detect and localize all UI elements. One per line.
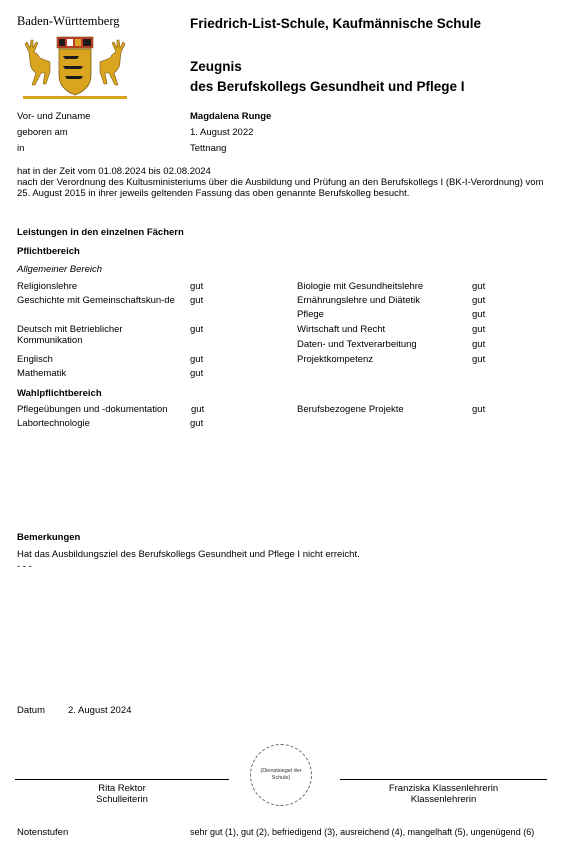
subject-name: Labortechnologie	[17, 418, 90, 429]
subject-grade: gut	[190, 324, 204, 335]
birth-place: Tettnang	[190, 143, 227, 154]
document-subtitle: des Berufskollegs Gesundheit und Pflege I	[190, 79, 465, 94]
remarks-text: Hat das Ausbildungsziel des Berufskollegs Gesundheit und Pflege I nicht erreicht.	[17, 549, 360, 560]
elective-heading: Wahlpflichtbereich	[17, 388, 102, 399]
subject-name: Ernährungslehre und Diätetik	[297, 295, 421, 306]
principal-role: Schulleiterin	[96, 794, 148, 805]
date-value: 2. August 2024	[68, 705, 132, 716]
subject-name: Mathematik	[17, 368, 67, 379]
coat-of-arms-icon	[15, 34, 135, 100]
grades-heading: Leistungen in den einzelnen Fächern	[17, 227, 184, 238]
subject-name: Wirtschaft und Recht	[297, 324, 386, 335]
official-seal	[250, 744, 312, 806]
birth-date: 1. August 2022	[190, 127, 254, 138]
subject-grade: gut	[472, 354, 486, 365]
birth-date-label: geboren am	[17, 127, 68, 138]
signature-line-left	[15, 779, 229, 780]
grade-scale: sehr gut (1), gut (2), befriedigend (3), ausreichend (4), mangelhaft (5), ungenügend (6)	[190, 827, 535, 837]
teacher-signature	[340, 783, 547, 805]
remarks-heading: Bemerkungen	[17, 532, 81, 543]
principal-signature	[15, 783, 229, 805]
subject-grade: gut	[472, 324, 486, 335]
subject-name: Biologie mit Gesundheitslehre	[297, 281, 424, 292]
subject-grade: gut	[190, 295, 204, 306]
document-title: Zeugnis	[190, 59, 242, 74]
subject-grade: gut	[190, 368, 204, 379]
general-heading: Allgemeiner Bereich	[17, 264, 103, 275]
regulation-text: nach der Verordnung des Kultusministeriums über die Ausbildung und Prüfung an den Berufskollegs I (BK-I-Verordnung) vom 25. August 2015 in ihrer jeweils geltenden Fassung das oben genannte Berufskolleg besucht.	[17, 177, 544, 199]
subject-name: Deutsch mit Betrieblicher Kommunikation	[17, 324, 123, 346]
subject-grade: gut	[191, 404, 205, 415]
subject-name: Religionslehre	[17, 281, 78, 292]
seal-text: (Dienstsiegel der Schule)	[260, 768, 302, 781]
subject-name: Geschichte mit Gemeinschaftskun-de	[17, 295, 175, 306]
subject-name: Projektkompetenz	[297, 354, 374, 365]
subject-grade: gut	[190, 418, 204, 429]
subject-name: Englisch	[17, 354, 53, 365]
subject-name: Daten- und Textverarbeitung	[297, 339, 417, 350]
subject-grade: gut	[472, 309, 486, 320]
subject-grade: gut	[472, 339, 486, 350]
signature-line-right	[340, 779, 547, 780]
subject-name: Pflege	[297, 309, 324, 320]
subject-grade: gut	[472, 281, 486, 292]
birth-place-label: in	[17, 143, 25, 154]
date-label: Datum	[17, 705, 45, 716]
teacher-name: Franziska Klassenlehrerin	[388, 783, 499, 794]
subject-grade: gut	[190, 281, 204, 292]
principal-name: Rita Rektor	[98, 783, 146, 794]
subject-name: Berufsbezogene Projekte	[297, 404, 404, 415]
teacher-role: Klassenlehrerin	[410, 794, 477, 805]
student-name: Magdalena Runge	[190, 111, 272, 122]
school-name: Friedrich-List-Schule, Kaufmännische Schule	[190, 16, 482, 31]
mandatory-heading: Pflichtbereich	[17, 246, 80, 257]
subject-name: Pflegeübungen und -dokumentation	[17, 404, 168, 415]
subject-grade: gut	[472, 404, 486, 415]
subject-grade: gut	[190, 354, 204, 365]
grade-scale-label: Notenstufen	[17, 827, 69, 838]
state-name: Baden-Württemberg	[17, 14, 120, 28]
subject-grade: gut	[472, 295, 486, 306]
remarks-dashes: - - -	[17, 561, 32, 572]
name-label: Vor- und Zuname	[17, 111, 91, 122]
period-line: hat in der Zeit vom 01.08.2024 bis 02.08.2024	[17, 166, 211, 177]
